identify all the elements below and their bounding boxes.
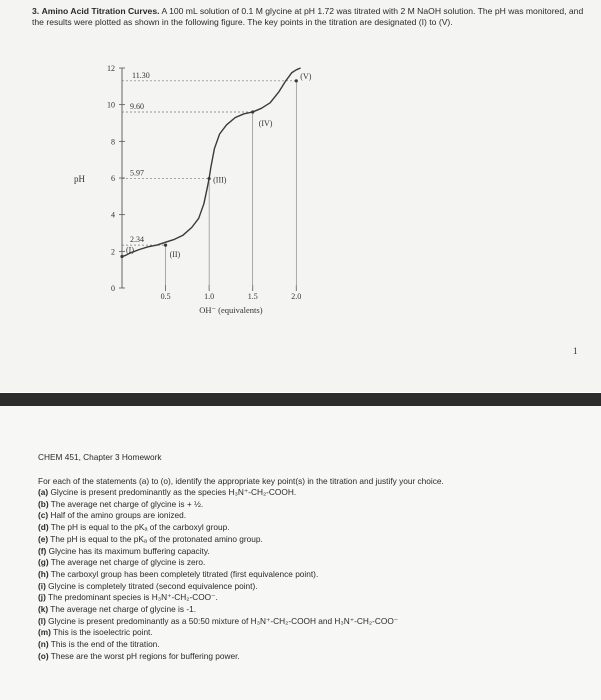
statement-item	[38, 557, 593, 569]
y-tick-label: 8	[111, 137, 115, 147]
statement-item	[38, 616, 593, 628]
statement-letter: (i)	[38, 580, 46, 591]
statement-item	[38, 499, 593, 511]
key-point-label: (IV)	[258, 119, 273, 128]
statement-text: These are the worst pH regions for buffering power.	[50, 650, 240, 661]
y-tick-label: 10	[107, 100, 115, 110]
statement-item	[38, 534, 593, 546]
statement-item	[38, 627, 593, 639]
key-point-marker	[251, 110, 254, 113]
statement-letter: (f)	[38, 545, 47, 556]
titration-chart	[60, 55, 320, 325]
statement-text: Glycine is present predominantly as the species H₃N⁺-CH₂-COOH.	[50, 487, 297, 497]
statement-letter: (g)	[38, 557, 49, 568]
y-axis-label: pH	[74, 174, 85, 184]
page-number: 1	[573, 346, 578, 356]
statement-letter: (o)	[38, 650, 49, 661]
key-point-marker	[208, 177, 211, 180]
statement-item	[38, 581, 593, 593]
y-tick-label: 4	[111, 210, 115, 220]
titration-curve	[122, 68, 301, 260]
statement-item	[38, 487, 593, 499]
statement-letter: (b)	[38, 498, 49, 509]
statement-text: This is the isoelectric point.	[53, 627, 153, 638]
statement-letter: (n)	[38, 639, 49, 650]
x-tick-label: 0.5	[160, 292, 171, 301]
statement-item	[38, 569, 593, 581]
statement-letter: (a)	[38, 487, 49, 497]
statement-item	[38, 651, 593, 663]
statement-list	[38, 487, 593, 663]
statement-item	[38, 510, 593, 522]
statement-item	[38, 546, 593, 558]
key-point-label: (III)	[213, 175, 227, 185]
reference-value-label: 2.34	[130, 235, 144, 245]
y-tick-label: 0	[111, 284, 115, 293]
x-tick-label: 2.0	[291, 292, 302, 301]
question-text	[32, 6, 587, 28]
course-title: CHEM 451, Chapter 3 Homework	[38, 452, 162, 462]
statement-text: Half of the amino groups are ionized.	[50, 510, 187, 521]
statement-letter: (j)	[38, 592, 46, 603]
key-point-label: (II)	[169, 250, 181, 260]
statement-letter: (e)	[38, 533, 49, 544]
key-point-label: (I)	[126, 245, 134, 255]
x-axis-label: OH⁻ (equivalents)	[199, 305, 263, 315]
statement-item	[38, 639, 593, 651]
statement-text: Glycine has its maximum buffering capacity.	[48, 545, 210, 556]
statement-letter: (d)	[38, 522, 49, 533]
statement-letter: (k)	[38, 604, 49, 615]
statement-text: The pH is equal to the pKₐ of the protonated amino group.	[50, 533, 263, 544]
statement-text: The carboxyl group has been completely titrated (first equivalence point).	[50, 568, 319, 579]
x-tick-label: 1.5	[247, 292, 258, 301]
statement-item	[38, 592, 593, 604]
statement-text: The predominant species is H₃N⁺-CH₂-COO⁻.	[48, 592, 218, 603]
statement-item	[38, 604, 593, 616]
key-point-label: (V)	[300, 71, 312, 81]
statement-text: The average net charge of glycine is -1.	[50, 604, 197, 615]
statement-text: The pH is equal to the pKₐ of the carboxyl group.	[50, 522, 230, 533]
reference-value-label: 11.30	[132, 70, 150, 80]
statement-text: Glycine is present predominantly as a 50:50 mixture of H₃N⁺-CH₂-COOH and H₃N⁺-CH₂-COO⁻	[48, 615, 399, 626]
statement-text: Glycine is completely titrated (second equivalence point).	[48, 580, 258, 591]
statement-item	[38, 522, 593, 534]
key-point-marker	[164, 244, 167, 247]
statement-letter: (c)	[38, 510, 49, 521]
statement-text: The average net charge of glycine is zero.	[50, 557, 206, 568]
question-body: A 100 mL solution of 0.1 M glycine at pH 1.72 was titrated with 2 M NaOH solution. The pH was monitored, and the results were plotted as shown in the following figure. The key points in the titration are designated (I) to (V).	[32, 6, 584, 27]
y-tick-label: 12	[107, 64, 115, 73]
statement-letter: (h)	[38, 568, 49, 579]
statement-letter: (l)	[38, 615, 46, 626]
page-divider	[0, 393, 601, 406]
reference-value-label: 5.97	[130, 168, 144, 178]
statement-letter: (m)	[38, 627, 51, 638]
reference-value-label: 9.60	[130, 102, 144, 111]
key-point-marker	[120, 255, 123, 258]
statement-text: This is the end of the titration.	[50, 639, 160, 650]
question-number: 3.	[32, 6, 40, 16]
question-title: Amino Acid Titration Curves.	[41, 6, 160, 16]
y-tick-label: 6	[111, 174, 115, 183]
statement-text: The average net charge of glycine is + ½.	[50, 498, 204, 509]
x-tick-label: 1.0	[204, 292, 215, 301]
key-point-marker	[295, 79, 298, 82]
instructions: For each of the statements (a) to (o), identify the appropriate key point(s) in the titration and justify your choice.	[38, 476, 444, 486]
y-tick-label: 2	[111, 247, 115, 257]
titration-chart-svg	[60, 55, 320, 325]
